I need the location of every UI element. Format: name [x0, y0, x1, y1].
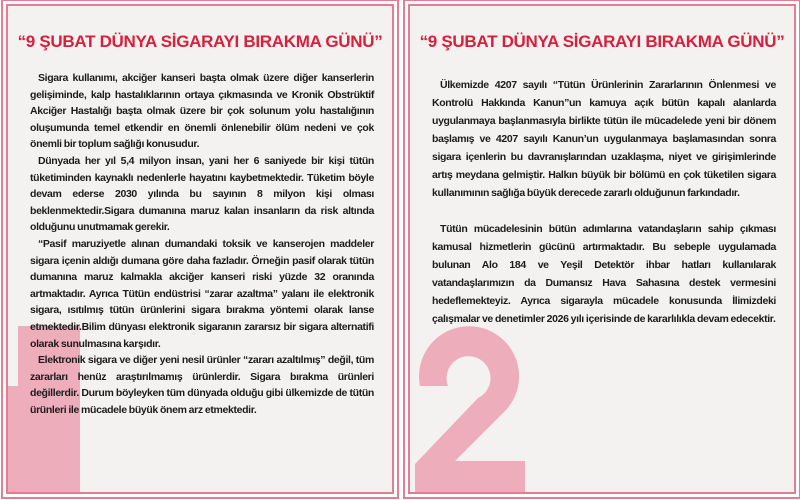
panel-body [432, 76, 776, 328]
paragraph: Tütün mücadelesinin bütün adımlarına vatandaşların sahip çıkması kamusal hizmetlerin gücünü artırmaktadır. Bu sebeple uygulamada bulunan Alo 184 ve Yeşil Detektör ihbar hatları kullanılarak vatandaşlarımızın da Dumansız Hava Sahasına destek vermesini hedeflemekteyiz. Ayrıca sigarayla mücadele konusunda İlimizdeki çalışmalar ve denetimler 2026 yılı içerisinde de kararlılıkla devam edecektir. [432, 223, 776, 325]
panel-title: “9 ŞUBAT DÜNYA SİGARAYI BIRAKMA GÜNÜ” [419, 32, 785, 51]
paragraph: Sigara kullanımı, akciğer kanseri başta olmak üzere diğer kanserlerin gelişiminde, kalp hastalıklarının ortaya çıkmasında ve Kronik Obstrüktif Akciğer Hastalığı başta olmak üzere bir çok solunum yolu hastalığının oluşumunda temel etkendir en önemli önlenebilir ölüm nedeni ve çok önemli bir toplum sağlığı konusudur. [30, 72, 374, 151]
page-number-2-graphic [410, 326, 530, 492]
paragraph: Elektronik sigara ve diğer yeni nesil ürünler “zararı azaltılmış” değil, tüm zararları henüz araştırılmamış ürünlerdir. Sigara bırakma ürünleri değillerdir. Durum böyleyken tüm dünyada olduğu gibi ülkemizde de tütün ürünleri ile mücadele büyük önem arz etmektedir. [30, 354, 374, 416]
paragraph: Dünyada her yıl 5,4 milyon insan, yani her 6 saniyede bir kişi tütün tüketiminden kaynaklı nedenlerle hayatını kaybetmektedir. Tüketim böyle devam ederse 2030 yılında bu sayının 8 milyon kişi olması beklenmektedir.Sigara dumanına maruz kalan insanların da risk altında olduğunu unutmamak gerekir. [30, 154, 374, 234]
panel-title: “9 ŞUBAT DÜNYA SİGARAYI BIRAKMA GÜNÜ” [17, 32, 383, 51]
paragraph: “Pasif maruziyetle alınan dumandaki toksik ve kanserojen maddeler sigara içenin aldığı dumana göre daha fazladır. Örneğin pasif olarak tütün dumanına maruz kalmakla akciğer kanseri riski yüzde 32 oranında artmaktadır. Ayrıca Tütün endüstrisi “zarar azaltma” yalanı ile elektronik sigara, ısıtılmış tütün ürünlerini sigara bırakma yöntemi olarak lanse etmektedir.Bilim dünyası elektronik sigaranın zararsız bir sigara alternatifi olarak sunulmasına karşıdır. [30, 237, 374, 350]
page-panel-1 [6, 4, 394, 494]
paragraph: Ülkemizde 4207 sayılı “Tütün Ürünlerinin Zararlarının Önlenmesi ve Kontrolü Hakkında Kanun”un kamuya açık bütün kapalı alanlarda uygulanmaya başlanmasıyla birlikte tütün ile mücadelede yeni bir dönem başlamış ve 4207 sayılı Kanun’un uygulanmaya başlamasından sonra sigara içenlerin bu davranışlarından uzaklaşma, niyet ve girişimlerinde artış meydana gelmiştir. Halkın büyük bir bölümü en çok tüketilen sigara kullanımının sağlığa büyük derecede zararlı olduğunun farkındadır. [432, 79, 776, 199]
page-panel-2 [408, 4, 796, 494]
panel-body [30, 70, 374, 418]
